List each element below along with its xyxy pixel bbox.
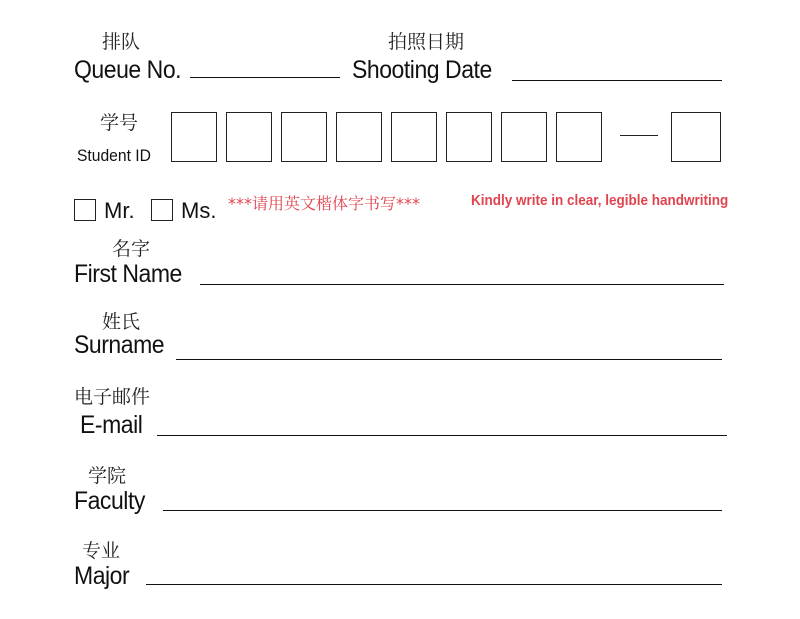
faculty-label-cn: 学院 <box>88 465 127 487</box>
major-label-cn: 专业 <box>82 540 121 562</box>
shooting-date-field[interactable] <box>512 80 722 81</box>
shooting-date-label-cn: 拍照日期 <box>388 31 465 53</box>
handwriting-note: Kindly write in clear, legible handwriting <box>471 192 729 209</box>
student-id-dash <box>620 135 658 136</box>
handwriting-note-cn: ***请用英文楷体字书写*** <box>228 194 421 213</box>
ms-checkbox[interactable] <box>151 199 173 221</box>
student-id-label-cn: 学号 <box>100 112 139 134</box>
student-id-box-4[interactable] <box>336 112 382 162</box>
queue-number-label-cn: 排队 <box>102 31 141 53</box>
queue-number-field[interactable] <box>190 77 340 78</box>
surname-label: Surname <box>74 331 165 359</box>
first-name-field[interactable] <box>200 284 724 285</box>
student-id-box-7[interactable] <box>501 112 547 162</box>
student-id-box-3[interactable] <box>281 112 327 162</box>
mr-label: Mr. <box>104 198 135 223</box>
student-id-box-6[interactable] <box>446 112 492 162</box>
shooting-date-label: Shooting Date <box>352 56 492 84</box>
email-label: E-mail <box>80 411 143 439</box>
student-id-check-box[interactable] <box>671 112 721 162</box>
student-id-label: Student ID <box>77 146 151 165</box>
student-id-box-2[interactable] <box>226 112 272 162</box>
surname-field[interactable] <box>176 359 722 360</box>
mr-checkbox[interactable] <box>74 199 96 221</box>
major-label: Major <box>74 562 130 590</box>
student-id-box-5[interactable] <box>391 112 437 162</box>
first-name-label-cn: 名字 <box>112 238 151 260</box>
surname-label-cn: 姓氏 <box>102 311 141 333</box>
student-id-box-1[interactable] <box>171 112 217 162</box>
faculty-field[interactable] <box>163 510 722 511</box>
email-label-cn: 电子邮件 <box>74 386 151 408</box>
student-id-box-8[interactable] <box>556 112 602 162</box>
queue-number-label: Queue No. <box>74 56 182 84</box>
ms-label: Ms. <box>181 198 217 223</box>
email-field[interactable] <box>157 435 727 436</box>
faculty-label: Faculty <box>74 487 145 515</box>
first-name-label: First Name <box>74 260 182 288</box>
major-field[interactable] <box>146 584 722 585</box>
